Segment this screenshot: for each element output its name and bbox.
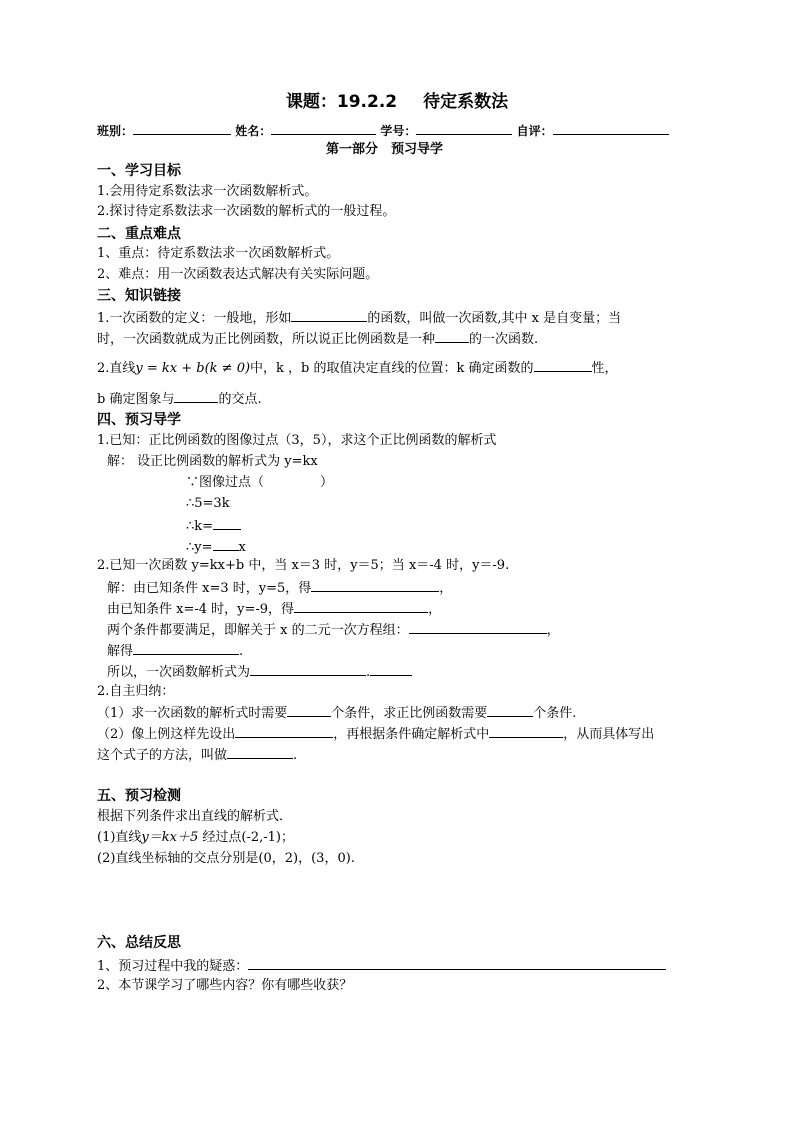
q1-eq3: [186, 537, 246, 557]
check-problem-2: (2)直线坐标轴的交点分别是(0，2)，(3，0).: [97, 851, 355, 866]
number-label: 学号：: [380, 124, 417, 138]
summary-1-c: 个条件.: [533, 706, 577, 721]
q1-eq2: [186, 516, 241, 536]
summary-heading: 2.自主归纳：: [97, 684, 175, 699]
summary-2-b: ，再根据条件确定解析式中: [333, 727, 490, 742]
part-heading: 第一部分 预习导学: [326, 142, 444, 157]
objective-2: 2.探讨待定系数法求一次函数的解析式的一般过程。: [97, 204, 396, 219]
knowledge-l2-a: 时，一次函数就成为正比例函数，所以说正比例函数是一种: [97, 332, 436, 347]
q1-eq3-x: x: [238, 540, 246, 555]
q2-step4-end: .: [239, 644, 244, 659]
summary-1-blank1[interactable]: [287, 703, 331, 717]
check-p1-equation: y＝kx＋5: [141, 830, 199, 845]
q2-step2-blank[interactable]: [294, 599, 428, 613]
knowledge-l3-a: 2.直线: [97, 361, 136, 376]
knowledge-line-4: [97, 389, 262, 409]
question-1: 1.已知：正比例函数的图像过点（3，5），求这个正比例函数的解析式: [97, 433, 497, 448]
reflection-1: [97, 956, 666, 976]
reflection-2: 2、本节课学习了哪些内容？你有哪些收获？: [97, 978, 353, 993]
section2-heading: 二、重点难点: [97, 226, 181, 242]
lesson-title: [0, 87, 794, 112]
q2-step5-blank[interactable]: [250, 662, 366, 676]
q2-step5-text: 所以，一次函数解析式为: [107, 665, 251, 680]
q2-step3: [107, 620, 560, 640]
name-label: 姓名：: [235, 124, 272, 138]
summary-3: [97, 745, 297, 765]
lesson-title-label: 课题：19.2.2: [285, 92, 398, 112]
q2-step1-end: ，: [439, 581, 453, 596]
eval-blank[interactable]: [553, 121, 669, 135]
class-label: 班别：: [97, 124, 134, 138]
line-equation: y = kx + b(k ≠ 0): [135, 361, 251, 376]
question-2: 2.已知一次函数 y=kx+b 中，当 x＝3 时，y＝5；当 x＝-4 时，y＝-9.: [97, 558, 510, 573]
summary-2: [97, 724, 654, 744]
summary-1-b: 个条件，求正比例函数需要: [331, 706, 488, 721]
knowledge-blank-special[interactable]: [435, 329, 469, 343]
summary-2-blank1[interactable]: [235, 724, 333, 738]
knowledge-line-3: [97, 358, 618, 378]
section1-heading: 一、学习目标: [97, 163, 181, 179]
eval-label: 自评：: [516, 124, 553, 138]
q1-solution: 解： 设正比例函数的解析式为 y=kx: [107, 454, 318, 469]
q1-eq1: ∴5=3k: [186, 496, 230, 511]
check-intro: 根据下列条件求出直线的解析式．: [97, 809, 293, 824]
knowledge-blank-monotonic[interactable]: [534, 358, 592, 372]
knowledge-l4-a: b 确定图象与: [97, 392, 175, 407]
keypoint-2: 2、难点：用一次函数表达式解决有关实际问题。: [97, 267, 379, 282]
q2-step1-blank[interactable]: [311, 578, 439, 592]
knowledge-line-2: [97, 329, 538, 349]
keypoint-1: 1、重点：待定系数法求一次函数解析式。: [97, 246, 340, 261]
q2-step2-end: ，: [428, 602, 442, 617]
number-blank[interactable]: [416, 121, 512, 135]
q1-k-blank[interactable]: [213, 516, 241, 530]
objective-1: 1.会用待定系数法求一次函数解析式。: [97, 184, 318, 199]
q1-eq2-text: ∴k=: [186, 519, 214, 534]
check-p1-b: 经过点(-2,-1)；: [198, 830, 294, 845]
q2-step2: [107, 599, 441, 619]
knowledge-l1-a: 1.一次函数的定义：一般地，形如: [97, 311, 292, 326]
knowledge-line-1: [97, 308, 621, 328]
q1-pass-point: [186, 474, 333, 492]
summary-1-a: （1）求一次函数的解析式时需要: [97, 706, 288, 721]
summary-3-blank[interactable]: [227, 745, 293, 759]
knowledge-l3-b: 中，k ，b 的取值决定直线的位置：k 确定函数的: [250, 361, 534, 376]
knowledge-l1-b: 的函数，叫做一次函数,其中 x 是自变量；当: [367, 311, 622, 326]
q2-step3-end: ，: [546, 623, 560, 638]
summary-2-a: （2）像上例这样先设出: [97, 727, 236, 742]
student-info-row: [97, 121, 669, 140]
q2-step4-blank[interactable]: [133, 641, 239, 655]
name-blank[interactable]: [271, 121, 376, 135]
q2-step1: [107, 578, 452, 598]
section4-heading: 四、预习导学: [97, 412, 181, 428]
q2-step3-text: 两个条件都要满足，即解关于 x 的二元一次方程组：: [107, 623, 409, 638]
summary-3-a: 这个式子的方法，叫做: [97, 748, 228, 763]
knowledge-l2-b: 的一次函数.: [469, 332, 539, 347]
lesson-title-name: 待定系数法: [423, 92, 509, 112]
section5-heading: 五、预习检测: [97, 788, 181, 804]
section6-heading: 六、总结反思: [97, 935, 181, 951]
q2-step5: [107, 662, 412, 682]
summary-3-b: .: [293, 748, 298, 763]
q2-step3-blank[interactable]: [409, 620, 547, 634]
knowledge-l3-c: 性，: [591, 361, 618, 376]
reflection-1-text: 1、预习过程中我的疑惑：: [97, 959, 249, 974]
q2-step4-text: 解得: [107, 644, 134, 659]
reflection-1-blank[interactable]: [248, 956, 666, 970]
knowledge-l4-b: 的交点.: [218, 392, 262, 407]
q2-step2-text: 由已知条件 x=-4 时，y=-9，得: [107, 602, 295, 617]
check-p1-a: (1)直线: [97, 830, 142, 845]
q1-pass-text: ∵图像过点（: [186, 475, 265, 490]
q2-step1-text: 解：由已知条件 x=3 时，y=5，得: [107, 581, 312, 596]
q2-step5-blank2[interactable]: [370, 662, 412, 676]
class-blank[interactable]: [133, 121, 231, 135]
q1-eq3-text: ∴y=: [186, 540, 213, 555]
knowledge-blank-form[interactable]: [291, 308, 367, 322]
check-problem-1: [97, 829, 294, 847]
q2-step4: [107, 641, 243, 661]
summary-2-c: ，从而具体写出: [563, 727, 655, 742]
q2-step5-end: .: [366, 665, 371, 680]
section3-heading: 三、知识链接: [97, 288, 181, 304]
q1-pass-end: ）: [320, 475, 334, 490]
summary-2-blank2[interactable]: [489, 724, 563, 738]
summary-1: [97, 703, 576, 723]
summary-1-blank2[interactable]: [487, 703, 533, 717]
knowledge-blank-axis[interactable]: [174, 389, 218, 403]
q1-y-blank[interactable]: [213, 537, 239, 551]
